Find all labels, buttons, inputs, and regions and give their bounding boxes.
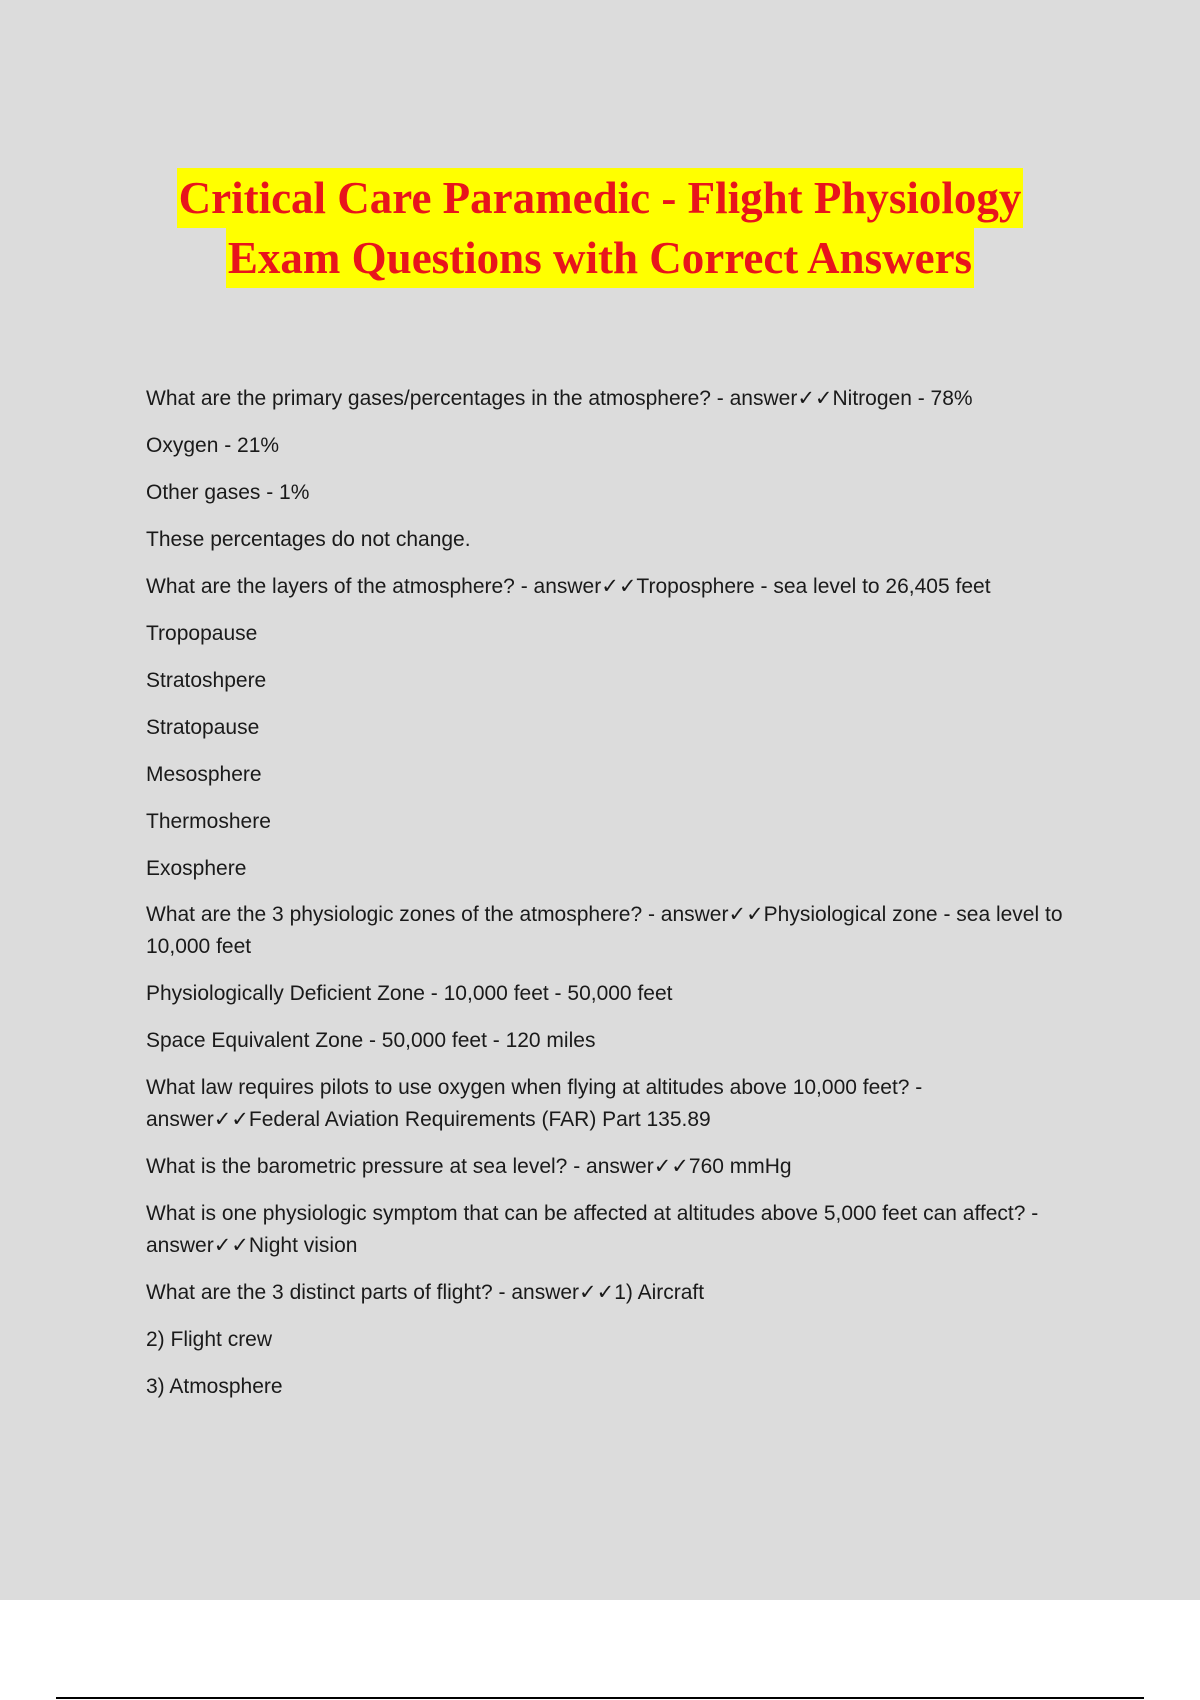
paragraph: Tropopause xyxy=(146,622,258,645)
paragraph: What law requires pilots to use oxygen when flying at altitudes above 10,000 feet? - answer✓✓Federal Aviation Requirements (FAR) Part 135.89 xyxy=(146,1076,923,1131)
paragraph: Exosphere xyxy=(146,857,247,880)
paragraph: Stratopause xyxy=(146,716,260,739)
paragraph: Physiologically Deficient Zone - 10,000 feet - 50,000 feet xyxy=(146,982,673,1005)
document-title xyxy=(0,168,1200,288)
paragraph: What are the 3 physiologic zones of the atmosphere? - answer✓✓Physiological zone - sea level to 10,000 feet xyxy=(146,903,1063,958)
paragraph: What are the primary gases/percentages in the atmosphere? - answer✓✓Nitrogen - 78% xyxy=(146,387,973,410)
footer-divider xyxy=(56,1697,1144,1699)
paragraph: 3) Atmosphere xyxy=(146,1375,283,1398)
paragraph: 2) Flight crew xyxy=(146,1328,273,1351)
paragraph: These percentages do not change. xyxy=(146,528,471,551)
paragraph: Oxygen - 21% xyxy=(146,434,280,457)
document-body xyxy=(146,383,1086,1418)
paragraph: Mesosphere xyxy=(146,763,262,786)
paragraph: What are the 3 distinct parts of flight? - answer✓✓1) Aircraft xyxy=(146,1281,705,1304)
paragraph: Stratoshpere xyxy=(146,669,267,692)
paragraph: What is the barometric pressure at sea level? - answer✓✓760 mmHg xyxy=(146,1155,792,1178)
paragraph: Space Equivalent Zone - 50,000 feet - 120 miles xyxy=(146,1029,596,1052)
paragraph: What is one physiologic symptom that can be affected at altitudes above 5,000 feet can affect? - answer✓✓Night vision xyxy=(146,1202,1039,1257)
title-line-2: Exam Questions with Correct Answers xyxy=(226,228,974,288)
paragraph: Other gases - 1% xyxy=(146,481,310,504)
title-line-1: Critical Care Paramedic - Flight Physiology xyxy=(177,168,1024,228)
paragraph: Thermoshere xyxy=(146,810,271,833)
paragraph: What are the layers of the atmosphere? - answer✓✓Troposphere - sea level to 26,405 feet xyxy=(146,575,991,598)
